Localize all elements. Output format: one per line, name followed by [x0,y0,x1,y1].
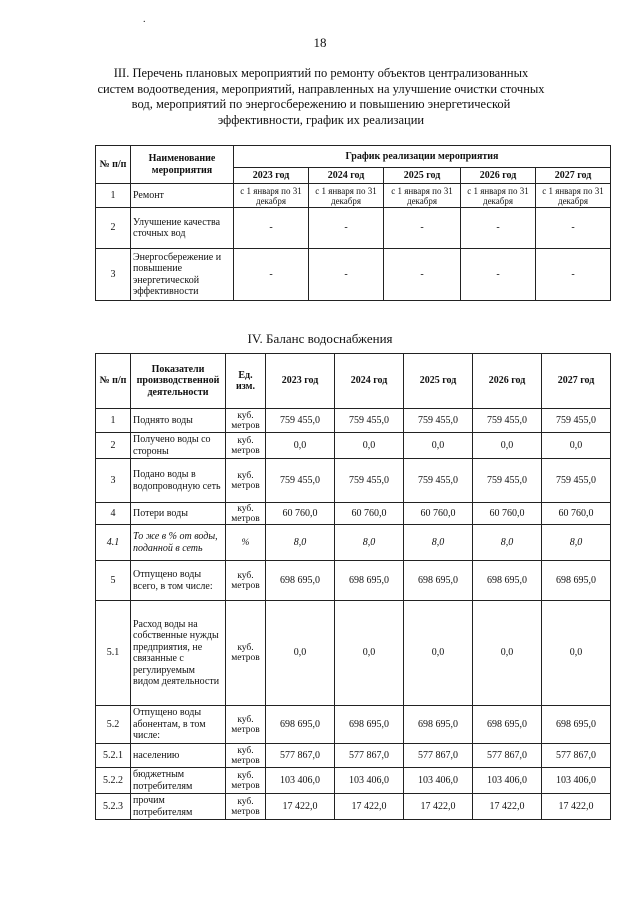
header-year: 2024 год [309,168,384,184]
water-balance-table [95,353,611,820]
value-cell: 60 760,0 [542,503,611,525]
value-cell: 759 455,0 [404,459,473,503]
schedule-cell: с 1 января по 31 декабря [234,184,309,208]
schedule-cell: - [309,249,384,301]
value-cell: 759 455,0 [266,409,335,433]
table-row [96,794,611,820]
unit-cell: куб. метров [226,601,266,706]
schedule-cell: - [461,249,536,301]
unit-cell: куб. метров [226,433,266,459]
table-row [96,768,611,794]
header-year: 2024 год [335,354,404,409]
value-cell: 0,0 [266,433,335,459]
unit-cell: куб. метров [226,744,266,768]
schedule-cell: - [234,249,309,301]
row-num: 5.1 [96,601,131,706]
row-num: 1 [96,409,131,433]
row-num: 4.1 [96,525,131,561]
value-cell: 759 455,0 [542,409,611,433]
header-year: 2027 год [536,168,611,184]
value-cell: 698 695,0 [335,706,404,744]
indicator-name: Получено воды со стороны [131,433,226,459]
unit-cell: куб. метров [226,409,266,433]
unit-cell: куб. метров [226,768,266,794]
header-num: № п/п [96,354,131,409]
row-num: 5.2.3 [96,794,131,820]
table-row [96,459,611,503]
value-cell: 0,0 [404,433,473,459]
table-row [96,433,611,459]
header-event-name: Наименование мероприятия [131,146,234,184]
value-cell: 60 760,0 [335,503,404,525]
schedule-cell: - [536,249,611,301]
value-cell: 17 422,0 [266,794,335,820]
schedule-cell: - [384,208,461,249]
value-cell: 17 422,0 [404,794,473,820]
indicator-name: Поднято воды [131,409,226,433]
section-3-title: III. Перечень плановых мероприятий по ремонту объектов централизованных систем водоотведения, мероприятий, направленных на улучшение очистки сточных вод, мероприятий по энергосбережению и повышению энергетической эффективности, график их реализации [97,66,545,127]
value-cell: 0,0 [542,433,611,459]
row-num: 3 [96,249,131,301]
value-cell: 0,0 [473,601,542,706]
stray-mark: . [143,14,146,25]
value-cell: 577 867,0 [335,744,404,768]
table-row [96,249,611,301]
unit-cell: куб. метров [226,561,266,601]
value-cell: 8,0 [542,525,611,561]
value-cell: 17 422,0 [473,794,542,820]
header-unit: Ед. изм. [226,354,266,409]
schedule-cell: - [309,208,384,249]
value-cell: 60 760,0 [266,503,335,525]
unit-cell: куб. метров [226,706,266,744]
indicator-name: Расход воды на собственные нужды предприятия, не связанные с регулируемым видом деятельности [131,601,226,706]
value-cell: 698 695,0 [335,561,404,601]
value-cell: 0,0 [542,601,611,706]
value-cell: 60 760,0 [473,503,542,525]
indicator-name: населению [131,744,226,768]
value-cell: 698 695,0 [404,561,473,601]
value-cell: 577 867,0 [266,744,335,768]
value-cell: 17 422,0 [335,794,404,820]
value-cell: 8,0 [335,525,404,561]
indicator-name: Отпущено воды всего, в том числе: [131,561,226,601]
value-cell: 0,0 [473,433,542,459]
value-cell: 698 695,0 [473,561,542,601]
table-row [96,561,611,601]
page-number: 18 [313,35,327,50]
value-cell: 103 406,0 [335,768,404,794]
value-cell: 0,0 [335,433,404,459]
row-num: 2 [96,208,131,249]
schedule-cell: - [234,208,309,249]
header-year: 2023 год [234,168,309,184]
indicator-name: То же в % от воды, поданной в сеть [131,525,226,561]
value-cell: 8,0 [404,525,473,561]
value-cell: 103 406,0 [542,768,611,794]
row-num: 5.2 [96,706,131,744]
unit-cell: куб. метров [226,794,266,820]
value-cell: 0,0 [266,601,335,706]
event-name: Улучшение качества сточных вод [131,208,234,249]
section-4-title: IV. Баланс водоснабжения [247,331,393,346]
value-cell: 698 695,0 [266,561,335,601]
value-cell: 698 695,0 [404,706,473,744]
value-cell: 103 406,0 [473,768,542,794]
header-year: 2025 год [404,354,473,409]
header-year: 2027 год [542,354,611,409]
table-row [96,409,611,433]
value-cell: 759 455,0 [473,409,542,433]
schedule-cell: с 1 января по 31 декабря [461,184,536,208]
value-cell: 0,0 [335,601,404,706]
indicator-name: бюджетным потребителям [131,768,226,794]
table-row [96,503,611,525]
row-num: 2 [96,433,131,459]
row-num: 1 [96,184,131,208]
value-cell: 8,0 [473,525,542,561]
row-num: 4 [96,503,131,525]
value-cell: 698 695,0 [542,706,611,744]
indicator-name: Подано воды в водопроводную сеть [131,459,226,503]
indicator-name: Потери воды [131,503,226,525]
table-row [96,601,611,706]
header-year: 2026 год [461,168,536,184]
header-year: 2023 год [266,354,335,409]
schedule-cell: - [536,208,611,249]
value-cell: 759 455,0 [404,409,473,433]
row-num: 5 [96,561,131,601]
row-num: 3 [96,459,131,503]
value-cell: 759 455,0 [473,459,542,503]
indicator-name: прочим потребителям [131,794,226,820]
value-cell: 759 455,0 [266,459,335,503]
header-indicator: Показатели производственной деятельности [131,354,226,409]
value-cell: 103 406,0 [266,768,335,794]
indicator-name: Отпущено воды абонентам, в том числе: [131,706,226,744]
event-name: Ремонт [131,184,234,208]
value-cell: 759 455,0 [335,409,404,433]
value-cell: 577 867,0 [542,744,611,768]
row-num: 5.2.1 [96,744,131,768]
value-cell: 698 695,0 [542,561,611,601]
value-cell: 0,0 [404,601,473,706]
unit-cell: куб. метров [226,459,266,503]
value-cell: 103 406,0 [404,768,473,794]
value-cell: 60 760,0 [404,503,473,525]
value-cell: 577 867,0 [404,744,473,768]
value-cell: 17 422,0 [542,794,611,820]
value-cell: 577 867,0 [473,744,542,768]
table-row [96,525,611,561]
table-row [96,706,611,744]
event-name: Энергосбережение и повышение энергетической эффективности [131,249,234,301]
unit-cell: % [226,525,266,561]
unit-cell: куб. метров [226,503,266,525]
events-schedule-table [95,145,611,301]
header-year: 2025 год [384,168,461,184]
header-schedule: График реализации мероприятия [234,146,611,168]
schedule-cell: - [461,208,536,249]
value-cell: 759 455,0 [335,459,404,503]
value-cell: 698 695,0 [266,706,335,744]
value-cell: 698 695,0 [473,706,542,744]
header-year: 2026 год [473,354,542,409]
value-cell: 8,0 [266,525,335,561]
value-cell: 759 455,0 [542,459,611,503]
table-row [96,744,611,768]
schedule-cell: с 1 января по 31 декабря [536,184,611,208]
header-num: № п/п [96,146,131,184]
schedule-cell: с 1 января по 31 декабря [384,184,461,208]
schedule-cell: с 1 января по 31 декабря [309,184,384,208]
row-num: 5.2.2 [96,768,131,794]
table-row [96,184,611,208]
schedule-cell: - [384,249,461,301]
table-row [96,208,611,249]
